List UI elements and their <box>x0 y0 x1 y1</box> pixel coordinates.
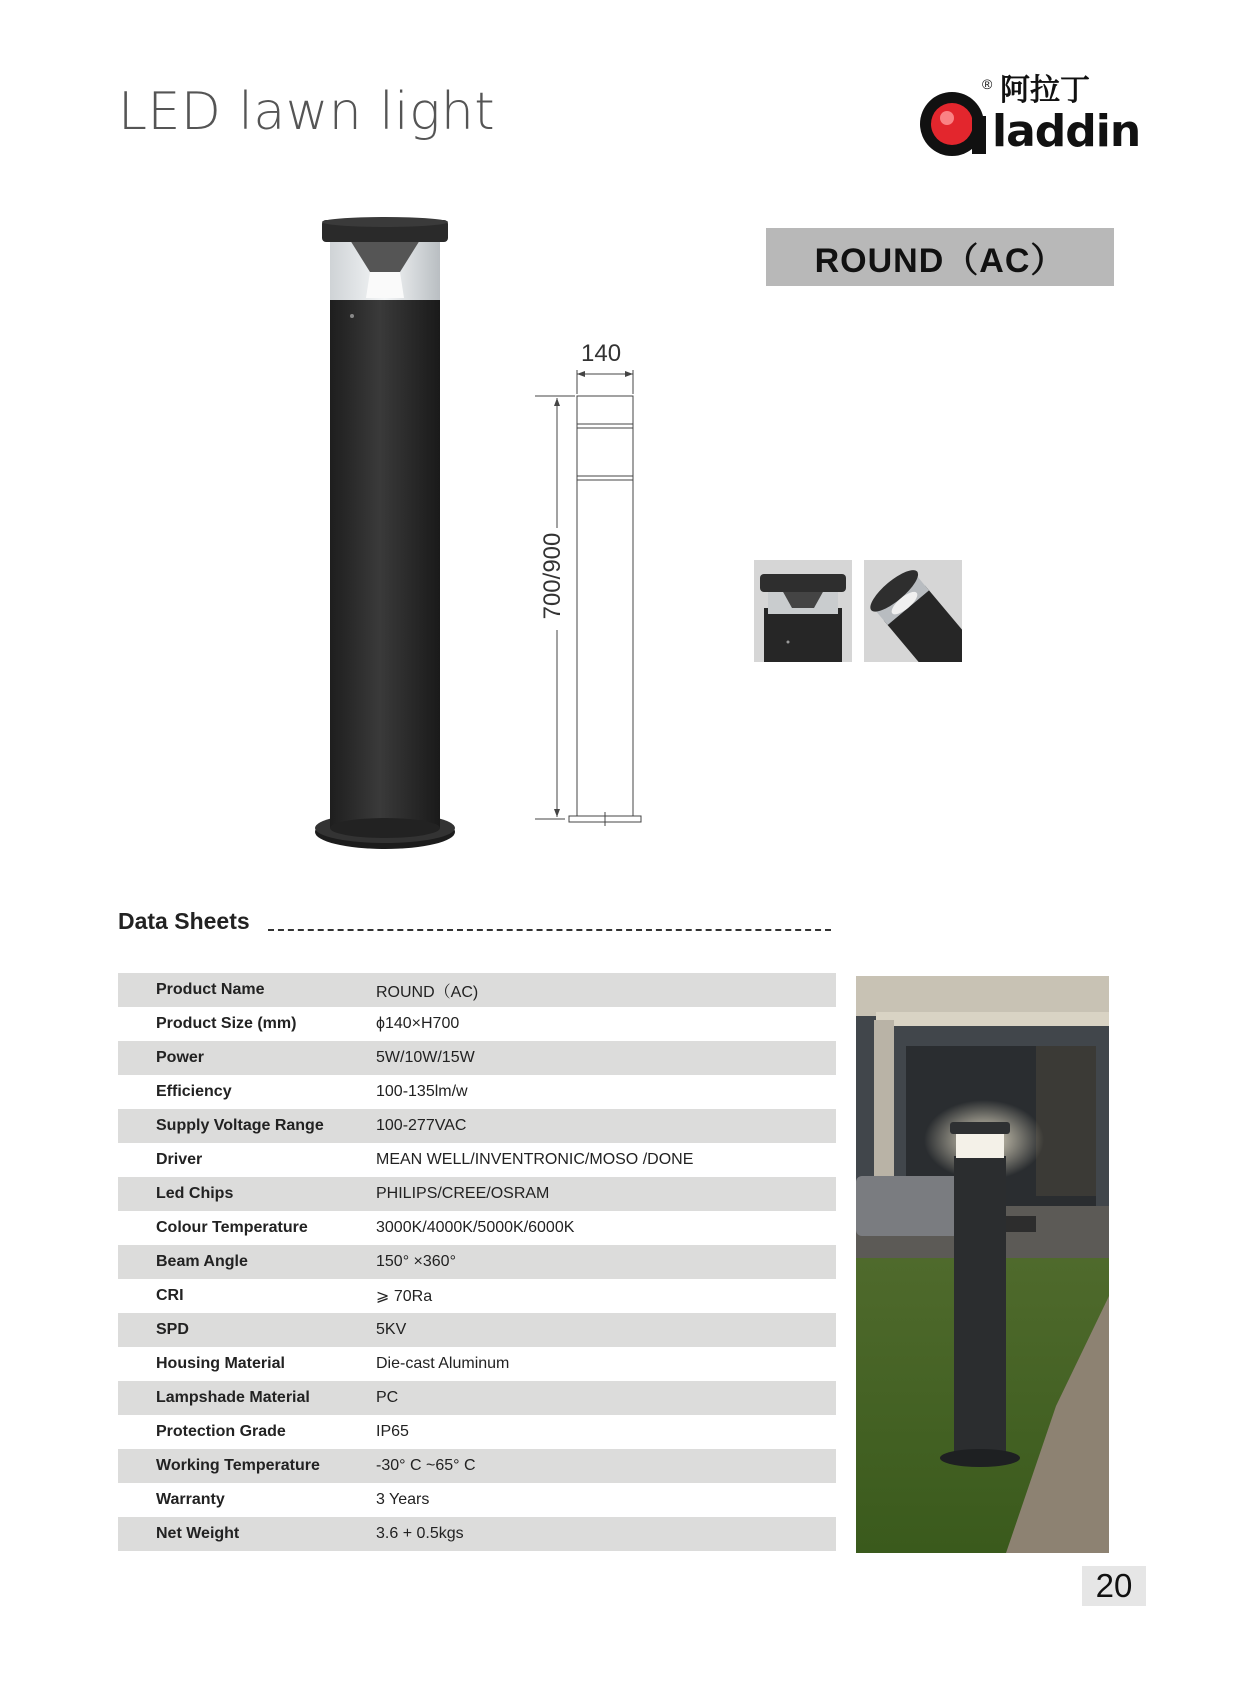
spec-label: Product Size (mm) <box>156 1015 297 1032</box>
spec-value: PC <box>376 1381 836 1415</box>
spec-value: 150° ×360° <box>376 1245 836 1279</box>
spec-value: 3000K/4000K/5000K/6000K <box>376 1219 575 1236</box>
spec-label: Beam Angle <box>118 1245 376 1279</box>
lifestyle-photo <box>856 976 1109 1553</box>
spec-value: 5W/10W/15W <box>376 1041 836 1075</box>
page-title: LED lawn light <box>118 82 496 142</box>
spec-row <box>118 1245 836 1279</box>
spec-label: Power <box>118 1041 376 1075</box>
spec-value: 100-277VAC <box>376 1109 836 1143</box>
spec-label: Net Weight <box>118 1517 376 1551</box>
spec-label: Product Name <box>118 973 376 1007</box>
spec-value: ϕ140×H700 <box>376 1015 460 1032</box>
spec-value: Die-cast Aluminum <box>376 1355 510 1372</box>
height-dimension-label: 700/900 <box>539 532 566 620</box>
spec-row <box>118 1041 836 1075</box>
spec-value: ⩾ 70Ra <box>376 1288 433 1305</box>
spec-label: Supply Voltage Range <box>118 1109 376 1143</box>
spec-row <box>118 1211 836 1245</box>
spec-label: Protection Grade <box>156 1423 286 1440</box>
spec-label: SPD <box>118 1313 376 1347</box>
spec-row <box>118 1075 836 1109</box>
spec-row <box>118 1177 836 1211</box>
spec-row <box>118 973 836 1007</box>
spec-row <box>118 1449 836 1483</box>
detail-thumbnail-top <box>754 560 852 662</box>
spec-row <box>118 1313 836 1347</box>
spec-label: Driver <box>156 1151 203 1168</box>
logo-chinese-text: 阿拉丁 <box>1000 73 1090 108</box>
product-photo <box>300 210 470 860</box>
detail-thumbnail-angle <box>864 560 962 662</box>
spec-value: -30° C ~65° C <box>376 1449 836 1483</box>
section-title: Data Sheets <box>118 908 250 934</box>
model-banner: ROUND（AC） <box>766 228 1114 286</box>
spec-value: MEAN WELL/INVENTRONIC/MOSO /DONE <box>376 1151 694 1168</box>
spec-label: Efficiency <box>156 1083 232 1100</box>
spec-table <box>118 973 836 1551</box>
spec-label: Led Chips <box>118 1177 376 1211</box>
logo-wordmark: laddin <box>992 106 1141 157</box>
page-number: 20 <box>1082 1566 1146 1606</box>
section-divider <box>268 929 831 931</box>
spec-value: PHILIPS/CREE/OSRAM <box>376 1177 836 1211</box>
spec-row <box>118 1279 836 1313</box>
spec-row <box>118 1143 836 1177</box>
spec-value: ROUND（AC) <box>376 973 836 1007</box>
brand-logo <box>918 73 1141 158</box>
dimension-drawing <box>535 340 665 852</box>
spec-row <box>118 1347 836 1381</box>
spec-label: Colour Temperature <box>156 1219 308 1236</box>
spec-label: Housing Material <box>156 1355 285 1372</box>
spec-row <box>118 1483 836 1517</box>
spec-value: IP65 <box>376 1423 409 1440</box>
spec-label: Lampshade Material <box>118 1381 376 1415</box>
width-dimension-label: 140 <box>581 340 622 367</box>
registered-mark: ® <box>982 76 993 92</box>
spec-row <box>118 1415 836 1449</box>
spec-label: Working Temperature <box>118 1449 376 1483</box>
spec-value: 3.6 + 0.5kgs <box>376 1517 836 1551</box>
spec-label: Warranty <box>156 1491 225 1508</box>
spec-label: CRI <box>156 1287 184 1304</box>
spec-row <box>118 1381 836 1415</box>
spec-value: 100-135lm/w <box>376 1083 468 1100</box>
spec-value: 3 Years <box>376 1491 430 1508</box>
spec-row <box>118 1517 836 1551</box>
spec-value: 5KV <box>376 1313 836 1347</box>
spec-row <box>118 1007 836 1041</box>
spec-row <box>118 1109 836 1143</box>
